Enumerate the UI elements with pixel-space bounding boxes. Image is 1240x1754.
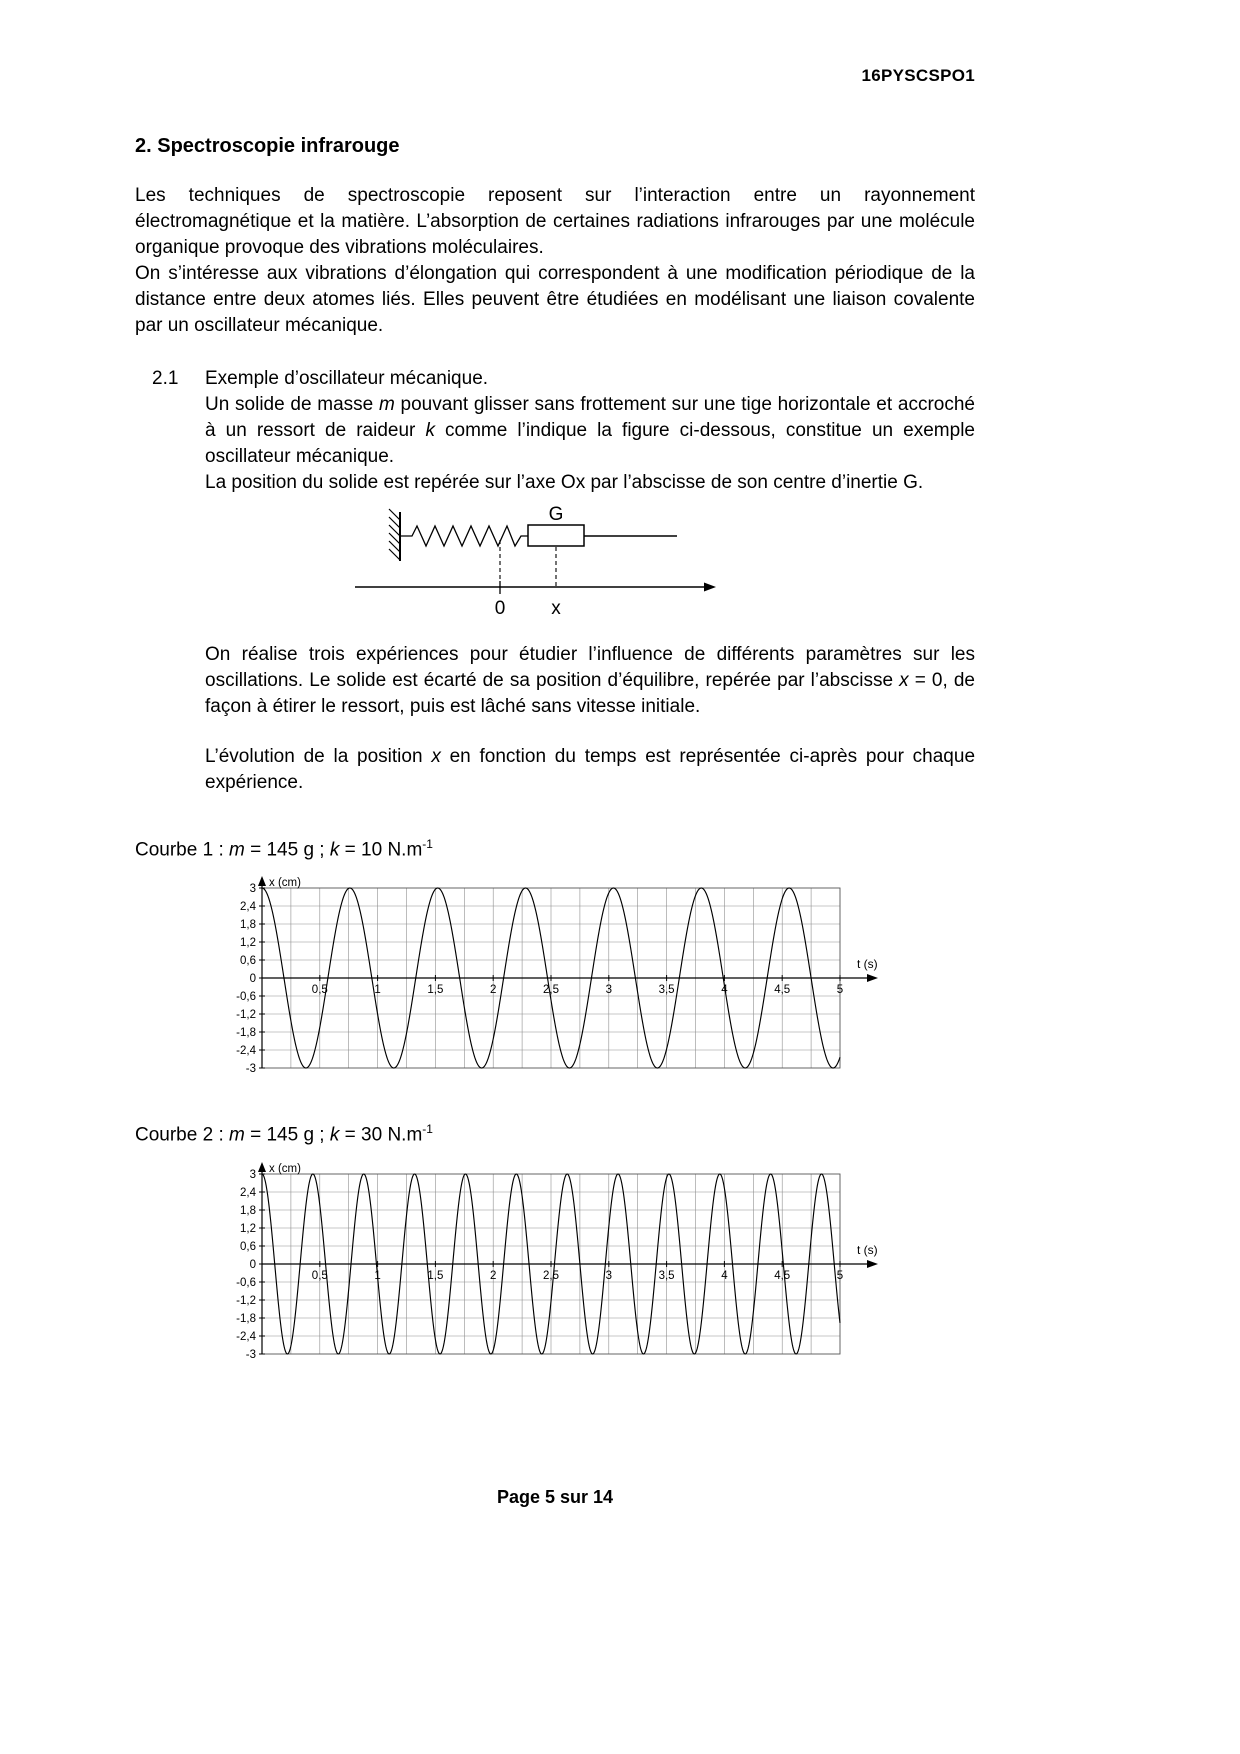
subsection-title: Exemple d’oscillateur mécanique. xyxy=(205,368,489,389)
t-axis-label: t (s) xyxy=(857,957,878,972)
svg-text:3,5: 3,5 xyxy=(658,984,675,997)
svg-text:1,5: 1,5 xyxy=(427,1269,444,1282)
courbe-1-chart xyxy=(230,876,905,1081)
text-run: = 145 g ; xyxy=(244,839,330,861)
t-axis xyxy=(262,974,878,982)
k-symbol: k xyxy=(329,1124,340,1146)
exponent: -1 xyxy=(422,837,433,851)
text-run: = 145 g ; xyxy=(244,1124,330,1146)
intro-paragraph-1: Les techniques de spectroscopie reposent sur l’interaction entre un rayonnement électromagnétique et la matière. L’absorption de certaines radiations infrarouges par une molécule organique provoque des vibrations moléculaires. xyxy=(135,185,975,258)
mass-block xyxy=(528,525,584,546)
section-title: 2. Spectroscopie infrarouge xyxy=(135,135,400,157)
svg-text:3: 3 xyxy=(249,883,256,896)
oscillator-figure-wrap xyxy=(355,504,735,632)
text-run: = 0, de façon à étirer le ressort, puis est lâché sans vitesse initiale. xyxy=(205,670,975,717)
subsection-number: 2.1 xyxy=(152,368,179,389)
courbe-1-plot xyxy=(230,876,905,1081)
x-axis xyxy=(355,583,716,592)
svg-text:3: 3 xyxy=(605,984,613,997)
svg-text:4,5: 4,5 xyxy=(774,984,791,997)
svg-text:0,6: 0,6 xyxy=(240,1240,256,1253)
text-run: Courbe 2 : xyxy=(135,1124,229,1146)
t-axis-label: t (s) xyxy=(857,1242,878,1257)
svg-text:3: 3 xyxy=(249,1168,256,1181)
svg-text:0: 0 xyxy=(249,1258,256,1271)
svg-text:1: 1 xyxy=(374,984,381,997)
text-run: = 10 N.m xyxy=(339,839,423,861)
y-tick-labels xyxy=(236,1169,265,1361)
svg-text:1,2: 1,2 xyxy=(240,937,256,950)
text-run: Courbe 1 : xyxy=(135,839,229,861)
svg-text:0: 0 xyxy=(249,973,256,986)
text-run: = 30 N.m xyxy=(339,1124,423,1146)
svg-text:-3: -3 xyxy=(245,1063,256,1076)
text-run: pouvant glisser sans frottement sur une tige horizontale et accroché à un ressort de raideur xyxy=(205,394,975,441)
svg-text:1,2: 1,2 xyxy=(240,1222,256,1235)
x-position-axis xyxy=(258,876,266,1068)
svg-text:2,4: 2,4 xyxy=(240,901,256,914)
svg-text:-3: -3 xyxy=(245,1348,256,1361)
m-symbol: m xyxy=(229,1124,245,1146)
svg-text:1,5: 1,5 xyxy=(427,984,444,997)
svg-text:2,5: 2,5 xyxy=(543,984,559,997)
exponent: -1 xyxy=(422,1122,433,1137)
svg-text:-1,8: -1,8 xyxy=(236,1312,256,1325)
svg-text:1: 1 xyxy=(374,1269,381,1282)
svg-text:-1,8: -1,8 xyxy=(236,1027,256,1040)
x-symbol: x xyxy=(899,670,909,691)
svg-text:1,8: 1,8 xyxy=(240,1204,256,1217)
k-symbol: k xyxy=(329,839,340,861)
courbe-1-title xyxy=(135,832,975,862)
svg-text:0,5: 0,5 xyxy=(311,984,328,997)
intro-paragraph-2: On s’intéresse aux vibrations d’élongation qui correspondent à une modification périodique de la distance entre deux atomes liés. Elles peuvent être étudiées en modélisant une liaison covalente par un oscillateur mécanique. xyxy=(135,263,975,336)
mass-label: G xyxy=(548,504,564,525)
svg-text:1,8: 1,8 xyxy=(240,919,256,932)
svg-text:5: 5 xyxy=(836,1269,844,1282)
k-symbol: k xyxy=(425,420,435,441)
spring xyxy=(400,526,528,546)
exam-code: 16PYSCSPO1 xyxy=(861,66,975,85)
text-run: L’évolution de la position xyxy=(205,746,432,767)
m-symbol: m xyxy=(229,839,245,861)
svg-text:-0,6: -0,6 xyxy=(236,991,256,1004)
svg-text:3: 3 xyxy=(605,1269,613,1282)
svg-text:4,5: 4,5 xyxy=(774,1269,791,1282)
svg-text:4: 4 xyxy=(721,1269,728,1282)
text-run: On réalise trois expériences pour étudier l’influence de différents paramètres sur les oscillations. Le solide est écarté de sa position d’équilibre, repérée par l’abscisse xyxy=(205,644,975,691)
text-run: Un solide de masse xyxy=(205,394,379,415)
position-label: x xyxy=(551,598,561,619)
experiments-paragraph xyxy=(205,642,975,720)
x-symbol: x xyxy=(431,746,441,767)
svg-text:0,5: 0,5 xyxy=(311,1269,328,1282)
svg-text:2: 2 xyxy=(489,1269,497,1282)
svg-text:2,4: 2,4 xyxy=(240,1186,256,1199)
courbe-2-section xyxy=(135,1117,975,1366)
t-axis xyxy=(262,1260,878,1268)
text-run: en fonction du temps est représentée ci-après pour chaque expérience. xyxy=(205,746,976,793)
origin-label: 0 xyxy=(494,598,506,619)
svg-text:4: 4 xyxy=(721,984,728,997)
subsection-2-1 xyxy=(135,366,975,796)
evolution-paragraph xyxy=(205,744,975,796)
svg-text:-2,4: -2,4 xyxy=(236,1045,256,1058)
courbe-1-section xyxy=(135,832,975,1081)
svg-text:0,6: 0,6 xyxy=(240,955,256,968)
wall-hatching xyxy=(389,509,400,560)
content-column xyxy=(135,0,975,1367)
m-symbol: m xyxy=(378,394,395,415)
svg-text:2,5: 2,5 xyxy=(543,1269,559,1282)
y-tick-labels xyxy=(236,883,265,1075)
courbe-2-chart xyxy=(230,1162,905,1367)
courbe-2-plot xyxy=(230,1162,905,1367)
position-paragraph: La position du solide est repérée sur l’axe Ox par l’abscisse de son centre d’inertie G. xyxy=(205,472,924,493)
svg-text:-0,6: -0,6 xyxy=(236,1276,256,1289)
courbe-2-title xyxy=(135,1117,975,1147)
subsection-body xyxy=(205,366,975,796)
x-position-axis xyxy=(258,1162,266,1354)
text-run: comme l’indique la figure ci-dessous, constitue un exemple oscillateur mécanique. xyxy=(205,420,975,467)
oscillator-figure xyxy=(355,504,735,632)
svg-text:5: 5 xyxy=(836,984,844,997)
svg-text:-2,4: -2,4 xyxy=(236,1330,256,1343)
page-number: Page 5 sur 14 xyxy=(496,1487,614,1507)
svg-text:-1,2: -1,2 xyxy=(236,1294,256,1307)
y-axis-label: x (cm) xyxy=(269,1162,301,1175)
svg-text:2: 2 xyxy=(489,984,497,997)
oscillator-description-paragraph xyxy=(205,392,975,470)
y-axis-label: x (cm) xyxy=(269,877,301,890)
svg-text:3,5: 3,5 xyxy=(658,1269,675,1282)
svg-text:-1,2: -1,2 xyxy=(236,1009,256,1022)
